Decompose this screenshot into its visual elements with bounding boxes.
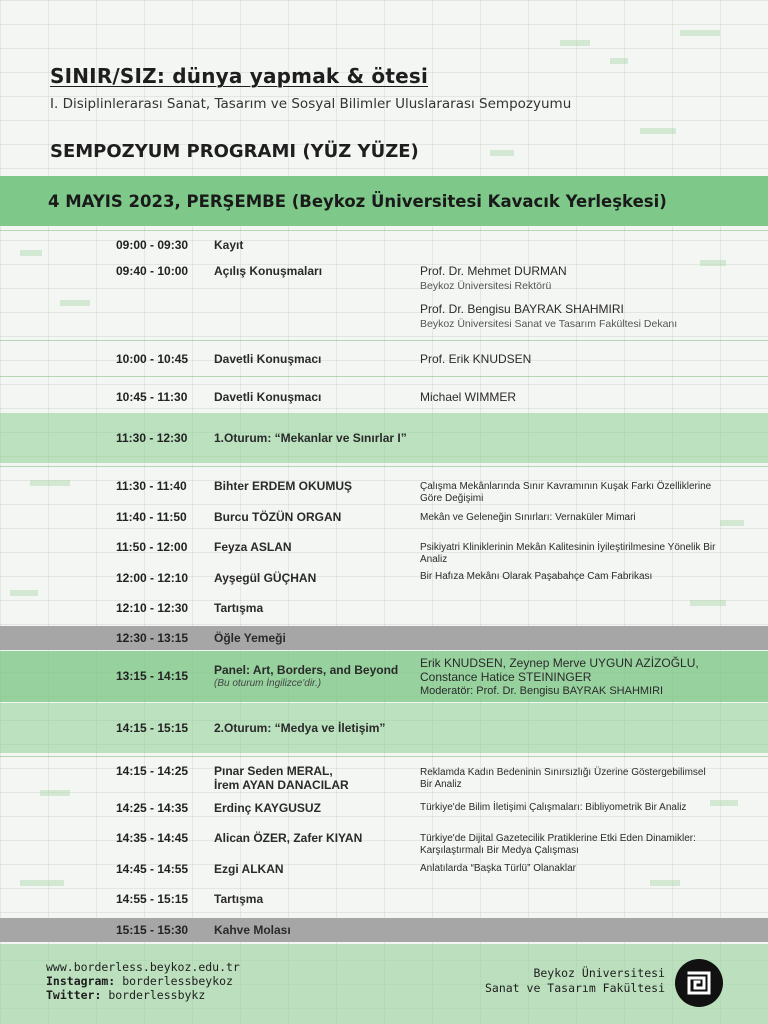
time-slot: 11:30 - 12:30 [116,431,188,445]
speaker-name: Michael WIMMER [420,390,517,404]
session-title: 2.Oturum: “Medya ve İletişim” [214,721,386,735]
divider [0,466,768,467]
session-title: Tartışma [214,601,264,615]
talk-topic: Reklamda Kadın Bedeninin Sınırsızlığı Üzerine Göstergebilimsel Bir Analiz [420,767,706,790]
talk-speaker: Alican ÖZER, Zafer KIYAN [214,831,363,845]
panel-participants-line-1: Erik KNUDSEN, Zeynep Merve UYGUN AZİZOĞLU, [420,656,699,670]
session-title: Davetli Konuşmacı [214,390,322,404]
speaker-affiliation: Beykoz Üniversitesi Rektörü [420,280,552,292]
twitter-line [46,988,240,1002]
talk-speaker-line-2: İrem AYAN DANACILAR [214,778,349,792]
website-link[interactable]: www.borderless.beykoz.edu.tr [46,960,240,974]
time-slot: 12:00 - 12:10 [116,571,189,585]
session-title: Açılış Konuşmaları [214,264,323,278]
instagram-line [46,974,240,988]
time-slot: 10:45 - 11:30 [116,390,188,404]
talk-topic: Psikiyatri Kliniklerinin Mekân Kalitesinin İyileştirilmesine Yönelik Bir Analiz [420,542,716,565]
talk-speaker: Erdinç KAYGUSUZ [214,801,321,815]
time-slot: 15:15 - 15:30 [116,923,189,937]
header [50,64,571,112]
time-slot: 14:35 - 14:45 [116,831,189,845]
session-title: Kayıt [214,238,244,252]
time-slot: 14:25 - 14:35 [116,801,189,815]
speaker-block [420,302,720,330]
divider [0,340,768,341]
talk-speaker-line-1: Pınar Seden MERAL, [214,764,333,778]
talk-speaker: Feyza ASLAN [214,540,292,554]
speaker-name: Prof. Erik KNUDSEN [420,352,532,366]
footer [0,944,768,1024]
panel-title-text: Panel: Art, Borders, and Beyond [214,663,399,677]
time-slot: 09:00 - 09:30 [116,238,189,252]
footer-contact [46,960,240,1002]
session-title: Tartışma [214,892,264,906]
time-slot: 10:00 - 10:45 [116,352,189,366]
session-title: Kahve Molası [214,923,291,937]
time-slot: 11:40 - 11:50 [116,510,187,524]
talk-topic: Mekân ve Geleneğin Sınırları: Vernaküler Mimari [420,512,636,523]
talk-speaker: Bihter ERDEM OKUMUŞ [214,479,353,493]
institution-line-1: Beykoz Üniversitesi [533,966,665,980]
time-slot: 14:55 - 15:15 [116,892,189,906]
session-title: Öğle Yemeği [214,631,286,645]
square-spiral-logo-icon [675,959,723,1007]
time-slot: 12:30 - 13:15 [116,631,189,645]
institution-line-2: Sanat ve Tasarım Fakültesi [484,981,665,995]
instagram-label: Instagram: [46,974,116,988]
time-slot: 12:10 - 12:30 [116,601,189,615]
panel-participants [420,656,720,698]
time-slot: 14:15 - 15:15 [116,721,189,735]
instagram-handle[interactable]: borderlessbeykoz [122,974,233,988]
time-slot: 14:45 - 14:55 [116,862,189,876]
time-slot: 09:40 - 10:00 [116,264,189,278]
time-slot: 14:15 - 14:25 [116,764,189,778]
session-title: Davetli Konuşmacı [214,352,322,366]
footer-institution [485,966,665,996]
twitter-label: Twitter: [46,988,102,1002]
date-bar [0,176,768,226]
speaker-name: Prof. Dr. Bengisu BAYRAK SHAHMIRI [420,302,624,316]
date-bar-text: 4 MAYIS 2023, PERŞEMBE (Beykoz Üniversitesi Kavacık Yerleşkesi) [48,191,667,211]
program-title: SEMPOZYUM PROGRAMI (YÜZ YÜZE) [50,141,419,162]
talk-speaker: Ayşegül GÜÇHAN [214,571,317,585]
symposium-subtitle: I. Disiplinlerarası Sanat, Tasarım ve Sosyal Bilimler Uluslararası Sempozyumu [50,96,572,112]
talk-speaker: Ezgi ALKAN [214,862,284,876]
talk-topic: Anlatılarda “Başka Türlü” Olanaklar [420,863,576,874]
talk-topic: Çalışma Mekânlarında Sınır Kavramının Kuşak Farkı Özelliklerine Göre Değişimi [420,481,712,504]
session-title: 1.Oturum: “Mekanlar ve Sınırlar I” [214,431,407,445]
divider [0,376,768,377]
speaker-affiliation: Beykoz Üniversitesi Sanat ve Tasarım Fakültesi Dekanı [420,318,678,330]
talk-speaker [214,764,349,792]
symposium-title: SINIR/SIZ: dünya yapmak & ötesi [50,64,429,88]
panel-title [214,663,398,689]
time-slot: 11:50 - 12:00 [116,540,188,554]
divider [0,756,768,757]
talk-topic: Türkiye'de Dijital Gazetecilik Pratiklerine Etki Eden Dinamikler: Karşılaştırmalı Bir Medya Çalışması [420,833,696,856]
time-slot: 13:15 - 14:15 [116,669,189,683]
panel-participants-line-2: Constance Hatice STEININGER [420,670,592,684]
panel-note: (Bu oturum İngilizce'dir.) [214,678,322,689]
panel-moderator: Moderatör: Prof. Dr. Bengisu BAYRAK SHAHMIRI [420,685,664,697]
twitter-handle[interactable]: borderlessbykz [108,988,206,1002]
speaker-name: Prof. Dr. Mehmet DURMAN [420,264,567,278]
talk-topic: Türkiye'de Bilim İletişimi Çalışmaları: Bibliyometrik Bir Analiz [420,802,687,813]
talk-topic: Bir Hafıza Mekânı Olarak Paşabahçe Cam Fabrikası [420,571,653,582]
time-slot: 11:30 - 11:40 [116,479,187,493]
divider [0,230,768,231]
speaker-block [420,264,720,292]
talk-speaker: Burcu TÖZÜN ORGAN [214,510,342,524]
